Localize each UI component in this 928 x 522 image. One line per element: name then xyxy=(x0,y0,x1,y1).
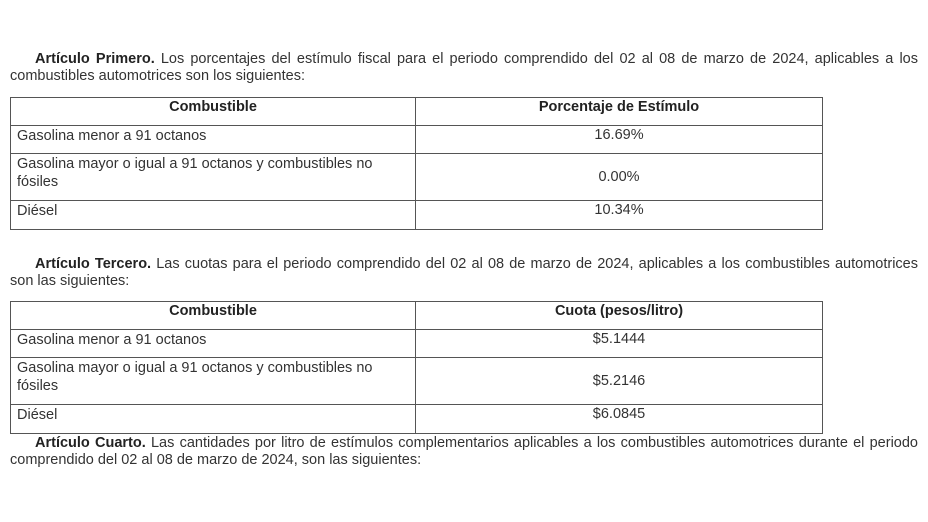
articulo-cuarto-heading: Artículo Cuarto. xyxy=(35,435,146,451)
table-row xyxy=(11,201,823,230)
table-row xyxy=(11,358,823,405)
cuota-cell: $5.1444 xyxy=(416,330,823,358)
column-header-porcentaje: Porcentaje de Estímulo xyxy=(416,98,823,126)
articulo-tercero-paragraph xyxy=(10,256,918,290)
percentage-cell: 10.34% xyxy=(416,201,823,230)
table-row xyxy=(11,405,823,434)
cuota-table xyxy=(10,301,823,434)
articulo-tercero-heading: Artículo Tercero. xyxy=(35,256,152,272)
articulo-cuarto-paragraph xyxy=(10,435,918,469)
cuota-cell: $5.2146 xyxy=(416,358,823,405)
fuel-name-cell: Diésel xyxy=(11,405,416,434)
percentage-cell: 16.69% xyxy=(416,126,823,154)
column-header-combustible: Combustible xyxy=(11,302,416,330)
fuel-name-cell: Gasolina mayor o igual a 91 octanos y combustibles no fósiles xyxy=(11,154,416,201)
column-header-cuota: Cuota (pesos/litro) xyxy=(416,302,823,330)
articulo-primero-paragraph xyxy=(10,51,918,85)
articulo-primero-text: Los porcentajes del estímulo fiscal para el periodo comprendido del 02 al 08 de marzo de 2024, aplicables a los combustibles automotrices son los siguientes: xyxy=(10,51,918,84)
table-header-row xyxy=(11,98,823,126)
estimulo-percentage-table xyxy=(10,97,823,230)
column-header-combustible: Combustible xyxy=(11,98,416,126)
table-row xyxy=(11,330,823,358)
fuel-name-cell: Gasolina menor a 91 octanos xyxy=(11,126,416,154)
articulo-primero-heading: Artículo Primero. xyxy=(35,51,155,67)
fuel-name-cell: Gasolina menor a 91 octanos xyxy=(11,330,416,358)
percentage-cell: 0.00% xyxy=(416,154,823,201)
articulo-tercero-text: Las cuotas para el periodo comprendido del 02 al 08 de marzo de 2024, aplicables a los combustibles automotrices son las siguientes: xyxy=(10,256,918,289)
fuel-name-cell: Gasolina mayor o igual a 91 octanos y combustibles no fósiles xyxy=(11,358,416,405)
fuel-name-cell: Diésel xyxy=(11,201,416,230)
cuota-cell: $6.0845 xyxy=(416,405,823,434)
articulo-cuarto-text: Las cantidades por litro de estímulos complementarios aplicables a los combustibles automotrices durante el periodo comprendido del 02 al 08 de marzo de 2024, son las siguientes: xyxy=(10,435,918,468)
table-header-row xyxy=(11,302,823,330)
table-row xyxy=(11,154,823,201)
table-row xyxy=(11,126,823,154)
